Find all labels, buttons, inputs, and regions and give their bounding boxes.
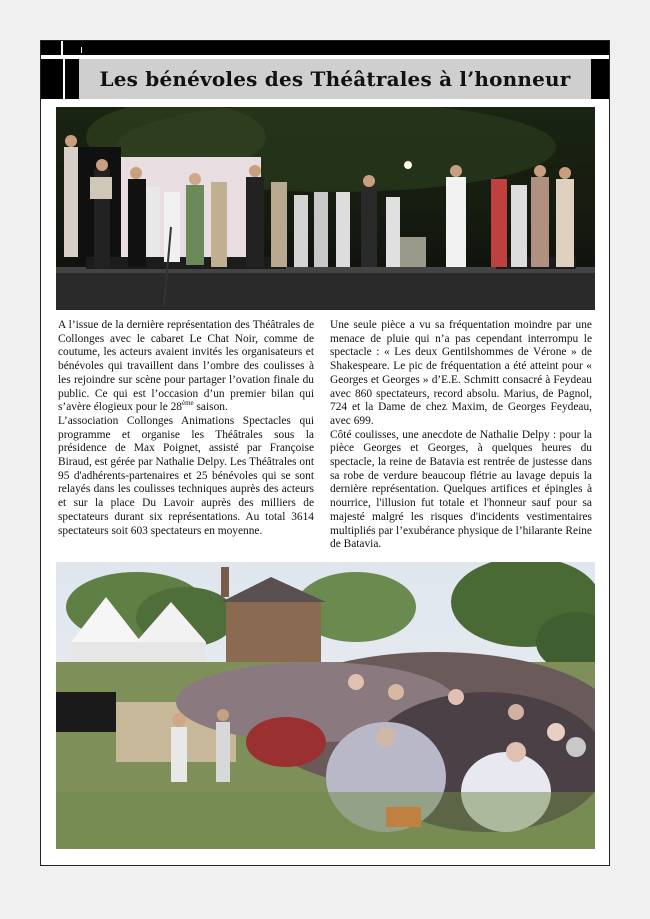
article-column-right <box>330 319 592 552</box>
newsletter-page <box>40 40 610 866</box>
left-paragraph-2: L’association Collonges Animations Spectacles qui programme et organise les Théâtrales sous la présidence de Max Poignet, assisté par Françoise Biraud, est gérée par Nathalie Delpy. Les Théâtrales ont 95 d'adhérents-partenaires et 25 bénévoles qui se sont relayés dans les coulisses techniques auprès des acteurs et sur la place Du Lavoir auprès des milliers de spectateurs durant six représentations. Au total 3614 spectateurs soit 603 spectateurs en moyenne. <box>58 414 314 537</box>
title-box <box>79 59 591 99</box>
top-black-bar <box>41 41 609 55</box>
audience-photo-image <box>56 562 595 849</box>
title-band <box>41 59 609 99</box>
stage-photo <box>56 107 595 310</box>
audience-photo <box>56 562 595 849</box>
right-paragraph-2: Côté coulisses, une anecdote de Nathalie Delpy : pour la pièce Georges et Georges, à quelques heures du spectacle, la reine de Batavia est rentrée de justesse dans sa robe de verdure beaucoup flétrie au lavage depuis la dernière représentation. Quelques artifices et épingles à nourrice, l'illusion fut totale et l'honneur sauf pour sa majesté malgré les risques d'incidents vestimentaires multipliés par l’exubérance physique de l’hilarante Reine de Batavia. <box>330 428 592 551</box>
article-title: Les bénévoles des Théâtrales à l’honneur <box>99 67 571 91</box>
left-paragraph-1-end: saison. <box>193 401 228 414</box>
left-paragraph-1 <box>58 319 314 415</box>
top-bar-mark <box>81 47 82 53</box>
ordinal-suffix: ème <box>181 399 194 408</box>
left-paragraph-1-text: A l’issue de la dernière représentation des Théâtrales de Collonges avec le cabaret Le Chat Noir, comme de coutume, les acteurs avaient invités les organisateurs et bénévoles qui travaillent dans l’ombre des coulisses à les rejoindre sur scène pour partager l’ovation finale du public. Ce qui est l’occasion d’un premier bilan qui s’avère élogieux pour le 28 <box>58 319 314 414</box>
article-column-left <box>58 319 314 538</box>
stage-photo-image <box>56 107 595 310</box>
right-paragraph-1: Une seule pièce a vu sa fréquentation moindre par une menace de pluie qui n’a pas cependant interrompu le spectacle : « Les deux Gentilshommes de Vérone » de Shakespeare. Le pic de fréquentation a été atteint pour « Georges et Georges » d’E.E. Schmitt consacré à Feydeau avec 860 spectateurs, record absolu. Marius, de Pagnol, 724 et la Dame de chez Maxim, de Georges Feydeau, avec 699. <box>330 319 592 427</box>
title-band-divider <box>63 59 65 99</box>
top-bar-divider <box>61 41 63 55</box>
